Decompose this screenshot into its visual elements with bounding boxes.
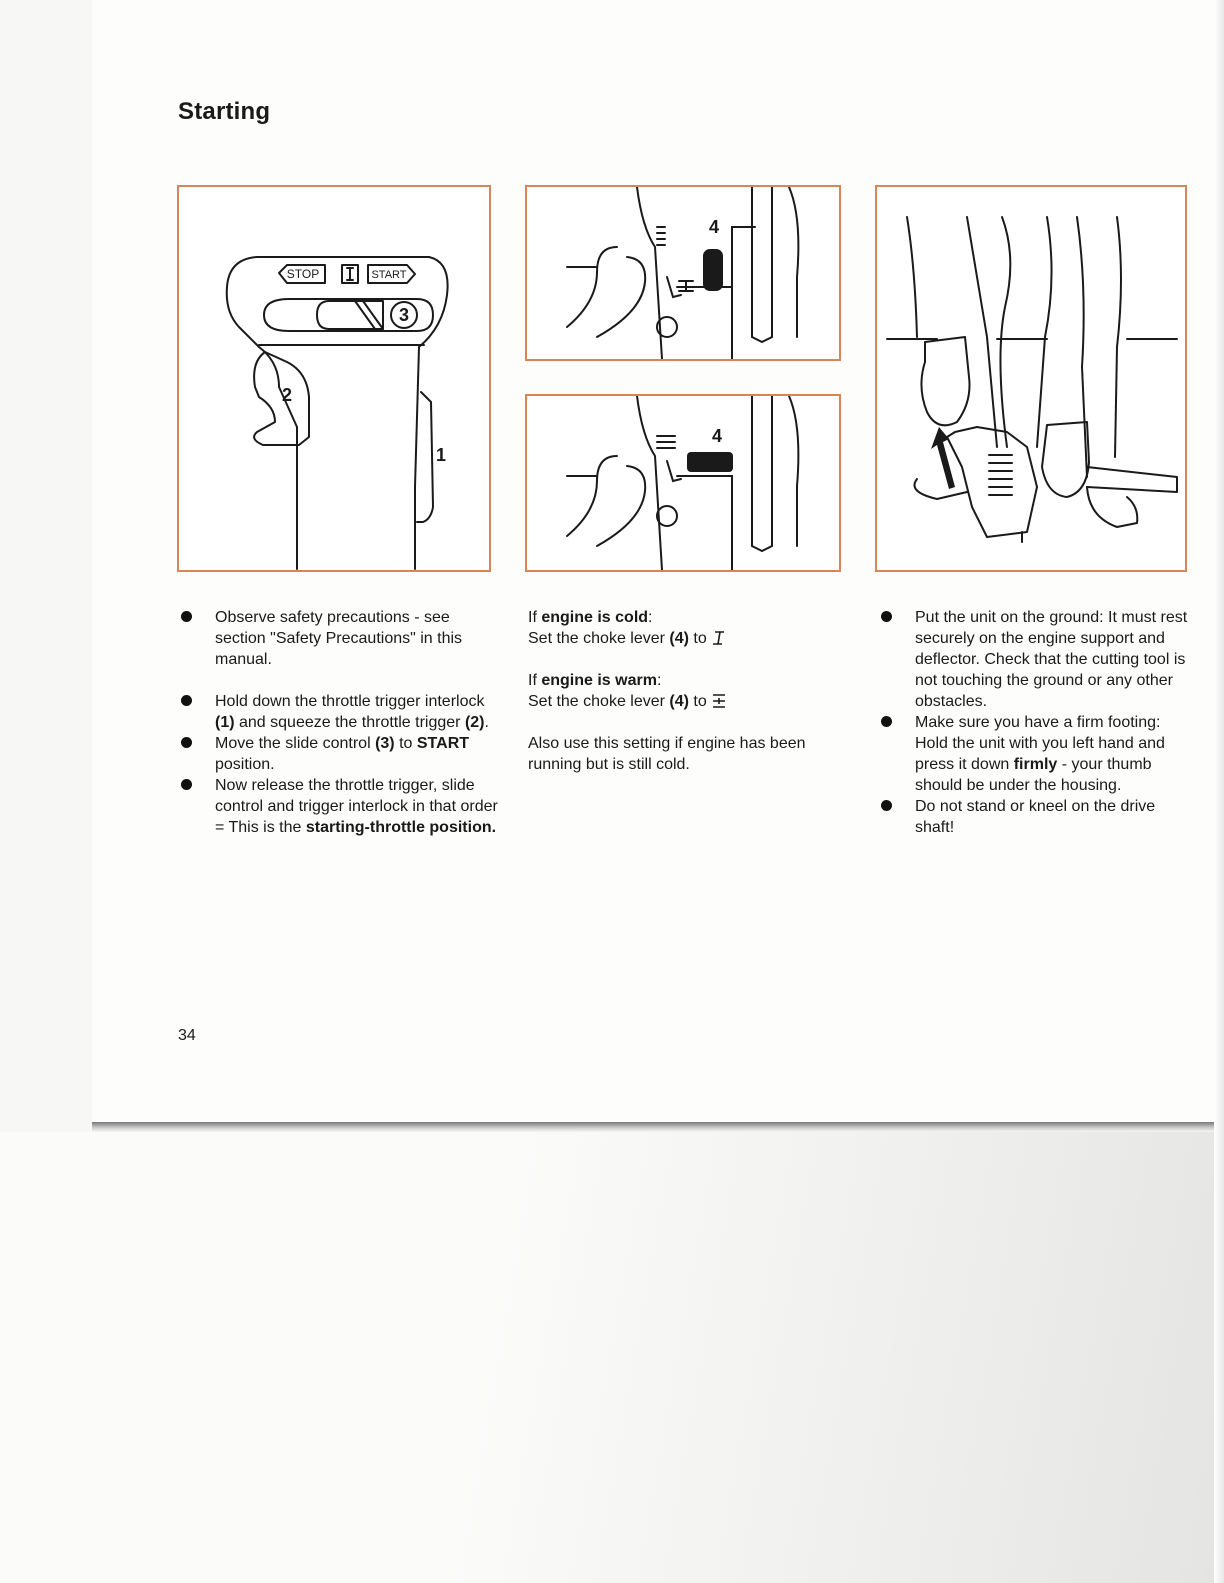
arrow-icon (931, 427, 955, 489)
part-ref: (3) (375, 735, 395, 752)
text: to (688, 693, 712, 710)
figure-unit-on-ground (875, 185, 1187, 572)
text: : (656, 672, 662, 689)
stop-label: STOP (286, 267, 320, 281)
page-right-edge (1214, 0, 1224, 1583)
part-ref: (2) (464, 714, 485, 731)
bullet-list-1 (178, 607, 498, 838)
column-instructions-2 (528, 607, 848, 775)
callout-slide-control: 3 (398, 305, 410, 325)
emphasis: firmly (1013, 756, 1058, 773)
callout-throttle-trigger: 2 (281, 385, 293, 405)
bullet-text: Put the unit on the ground: It must rest securely on the engine support and deflector. Check that the cutting tool is not touching the ground or any other obstacles. (915, 609, 1188, 710)
choke-cold-illustration (527, 187, 839, 359)
bullet-list-3 (878, 607, 1188, 838)
bullet-text: and squeeze the throttle trigger (234, 714, 465, 731)
choke-warm-illustration (527, 396, 839, 570)
figure-choke-lever-warm (525, 394, 841, 572)
bullet-text: Now release the throttle trigger, slide control and trigger interlock in that order = This is the (215, 777, 498, 836)
choke-closed-icon (711, 630, 727, 646)
bullet-text: Make sure you have a firm footing: Hold the unit with you left hand and press it down (915, 714, 1165, 773)
choke-open-icon (711, 693, 727, 709)
unit-on-ground-illustration (877, 187, 1185, 570)
figure-throttle-handle (177, 185, 491, 572)
text: Set the choke lever (528, 693, 670, 710)
list-item (878, 712, 1188, 796)
cold-running-note: Also use this setting if engine has been running but is still cold. (528, 735, 806, 773)
start-label: START (371, 269, 407, 281)
bullet-text: Do not stand or kneel on the drive shaft! (915, 798, 1156, 836)
list-item (878, 796, 1188, 838)
text: : (648, 609, 653, 626)
part-ref: (1) (215, 714, 235, 731)
callout-choke-lever-cold: 4 (708, 217, 720, 237)
page-edge-shadow (92, 1122, 1224, 1132)
background-surface (0, 1132, 1224, 1583)
warm-engine-instruction (528, 670, 848, 712)
emphasis: engine is warm (541, 672, 657, 689)
list-item (878, 607, 1188, 712)
callout-choke-lever-warm: 4 (711, 426, 723, 446)
part-ref: (4) (669, 630, 689, 647)
bullet-text: - your thumb should be under the housing. (915, 756, 1152, 794)
text: If (528, 672, 542, 689)
callout-trigger-interlock: 1 (435, 445, 447, 465)
bullet-text: Hold down the throttle trigger interlock (215, 693, 485, 710)
throttle-handle-illustration (179, 187, 489, 570)
emphasis: starting-throttle position. (305, 819, 497, 836)
list-item (178, 775, 498, 838)
column-instructions-1 (178, 607, 498, 838)
bullet-text: Observe safety precautions - see section "Safety Precautions" in this manual. (215, 609, 463, 668)
emphasis: engine is cold (541, 609, 649, 626)
bullet-text: . (484, 714, 489, 731)
cold-engine-instruction (528, 607, 848, 649)
bullet-text: Move the slide control (215, 735, 376, 752)
emphasis: START (416, 735, 470, 752)
text: to (688, 630, 712, 647)
text: Set the choke lever (528, 630, 670, 647)
column-instructions-3 (878, 607, 1188, 838)
list-item (178, 691, 498, 733)
text: If (528, 609, 542, 626)
bullet-text: position. (215, 756, 275, 773)
part-ref: (4) (669, 693, 689, 710)
list-item (178, 733, 498, 775)
page-title: Starting (178, 98, 271, 125)
figure-choke-lever-cold (525, 185, 841, 361)
list-item (178, 607, 498, 670)
bullet-text: to (394, 735, 417, 752)
page-number: 34 (178, 1027, 196, 1044)
